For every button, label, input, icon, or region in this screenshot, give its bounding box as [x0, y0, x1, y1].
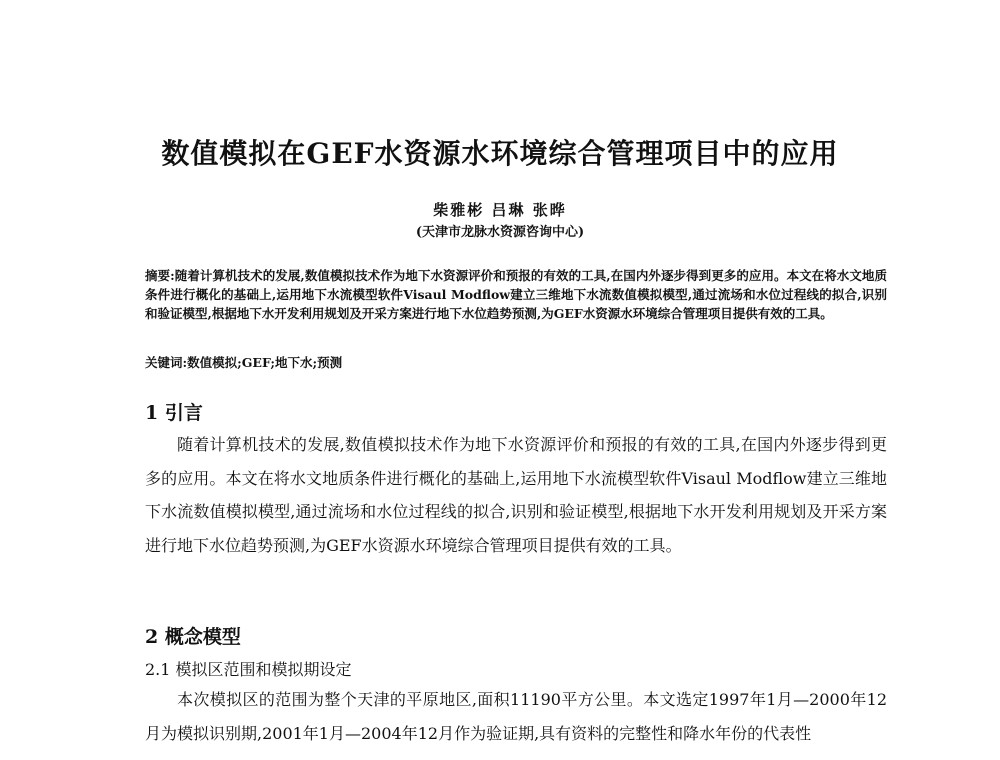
keywords [145, 353, 887, 372]
keywords-text: 数值模拟;GEF;地下水;预测 [187, 355, 343, 370]
paper-authors: 柴雅彬 吕琳 张晔 [433, 201, 567, 219]
abstract-text: 随着计算机技术的发展,数值模拟技术作为地下水资源评价和预报的有效的工具,在国内外逐步得到更多的应用。本文在将水文地质条件进行概化的基础上,运用地下水流模型软件Visaul Modflow建立三维地下水流数值模拟模型,通过流场和水位过程线的拟合,识别和验证模型,根据地下水开发利用规划及开采方案进行地下水位趋势预测,为GEF水资源水环境综合管理项目提供有效的工具。 [145, 268, 887, 321]
simulation-area-paragraph: 本次模拟区的范围为整个天津的平原地区,面积11190平方公里。本文选定1997年1月—2000年12月为模拟识别期,2001年1月—2004年12月作为验证期,具有资料的完整性和降水年份的代表性 [145, 690, 887, 743]
section-heading-introduction: 1 引言 [145, 402, 203, 424]
abstract [145, 266, 887, 323]
keywords-label: 关键词: [145, 355, 188, 370]
abstract-label: 摘要: [145, 268, 175, 283]
section-heading-conceptual-model: 2 概念模型 [145, 626, 241, 648]
subsection-heading-simulation-area: 2.1 模拟区范围和模拟期设定 [145, 660, 352, 679]
paper-title: 数值模拟在GEF水资源水环境综合管理项目中的应用 [161, 137, 839, 170]
introduction-paragraph: 随着计算机技术的发展,数值模拟技术作为地下水资源评价和预报的有效的工具,在国内外逐步得到更多的应用。本文在将水文地质条件进行概化的基础上,运用地下水流模型软件Visaul Modflow建立三维地下水流数值模拟模型,通过流场和水位过程线的拟合,识别和验证模型,根据地下水开发利用规划及开采方案进行地下水位趋势预测,为GEF水资源水环境综合管理项目提供有效的工具。 [145, 435, 887, 555]
paper-affiliation: (天津市龙脉水资源咨询中心) [415, 225, 585, 240]
